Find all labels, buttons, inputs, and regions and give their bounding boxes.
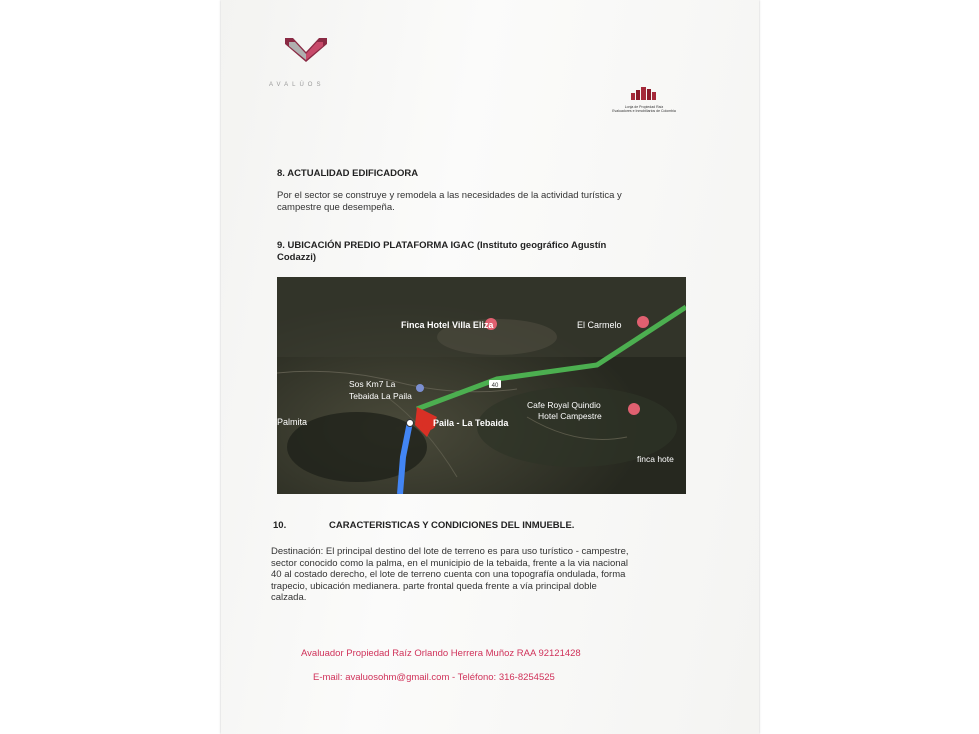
section-10-line-3: 40 al costado derecho, el lote de terreno cuenta con una topografía ondulada, forma bbox=[271, 569, 626, 580]
map-label-sos-2: Tebaida La Paila bbox=[349, 391, 412, 401]
section-9-heading-line-2: Codazzi) bbox=[277, 252, 317, 263]
company-logo bbox=[283, 36, 329, 69]
route-number: 40 bbox=[491, 383, 499, 389]
section-8-line-1: Por el sector se construye y remodela a las necesidades de la actividad turística y bbox=[277, 190, 622, 201]
section-9-heading-line-1: 9. UBICACIÓN PREDIO PLATAFORMA IGAC (Instituto geográfico Agustín bbox=[277, 240, 607, 251]
map-label-finca: Finca Hotel Villa Eliza bbox=[401, 320, 494, 330]
building-icon bbox=[609, 86, 679, 100]
section-8-heading: 8. ACTUALIDAD EDIFICADORA bbox=[277, 168, 419, 179]
footer-contact: E-mail: avaluosohm@gmail.com - Teléfono: 316-8254525 bbox=[313, 672, 555, 683]
section-10-heading: CARACTERISTICAS Y CONDICIONES DEL INMUEBLE. bbox=[329, 520, 575, 531]
section-8-body bbox=[277, 190, 707, 213]
map-label-paila: Paila - La Tebaida bbox=[433, 418, 509, 428]
section-10-line-2: sector conocido como la palma, en el municipio de la tebaida, frente a la via nacional bbox=[271, 557, 628, 569]
section-10-number: 10. bbox=[273, 520, 287, 531]
section-10-line-1: Destinación: El principal destino del lote de terreno es para uso turístico - campestre, bbox=[271, 546, 629, 557]
sos-marker-icon bbox=[416, 384, 424, 392]
section-10-line-4: trapecio, ubicación medianera. parte frontal queda frente a vía principal doble bbox=[271, 580, 597, 592]
logo-subtitle: AVALÚOS bbox=[269, 82, 325, 88]
section-9-heading bbox=[277, 240, 707, 264]
satellite-map bbox=[277, 277, 686, 494]
section-10-line-5: calzada. bbox=[271, 592, 307, 603]
map-label-sos-1: Sos Km7 La bbox=[349, 379, 396, 389]
lonja-seal bbox=[609, 86, 679, 113]
map-label-cafe-2: Hotel Campestre bbox=[538, 411, 602, 421]
map-label-finca-hote: finca hote bbox=[637, 454, 674, 464]
map-label-carmelo: El Carmelo bbox=[577, 320, 622, 330]
lonja-line-2: Evaluadores e Inmobiliarios de Colombia bbox=[612, 109, 676, 113]
document-page bbox=[221, 0, 759, 734]
restaurant-marker-icon bbox=[637, 316, 649, 328]
current-point-icon bbox=[407, 420, 414, 427]
cafe-marker-icon bbox=[628, 403, 640, 415]
map-label-palmita: Palmita bbox=[277, 417, 308, 427]
section-10-body bbox=[271, 546, 701, 604]
lonja-line-1: Lonja de Propiedad Raíz bbox=[624, 105, 664, 109]
section-8-line-2: campestre que desempeña. bbox=[277, 201, 395, 213]
footer-appraiser: Avaluador Propiedad Raíz Orlando Herrera Muñoz RAA 92121428 bbox=[301, 648, 581, 659]
map-label-cafe-1: Cafe Royal Quindio bbox=[527, 400, 601, 410]
